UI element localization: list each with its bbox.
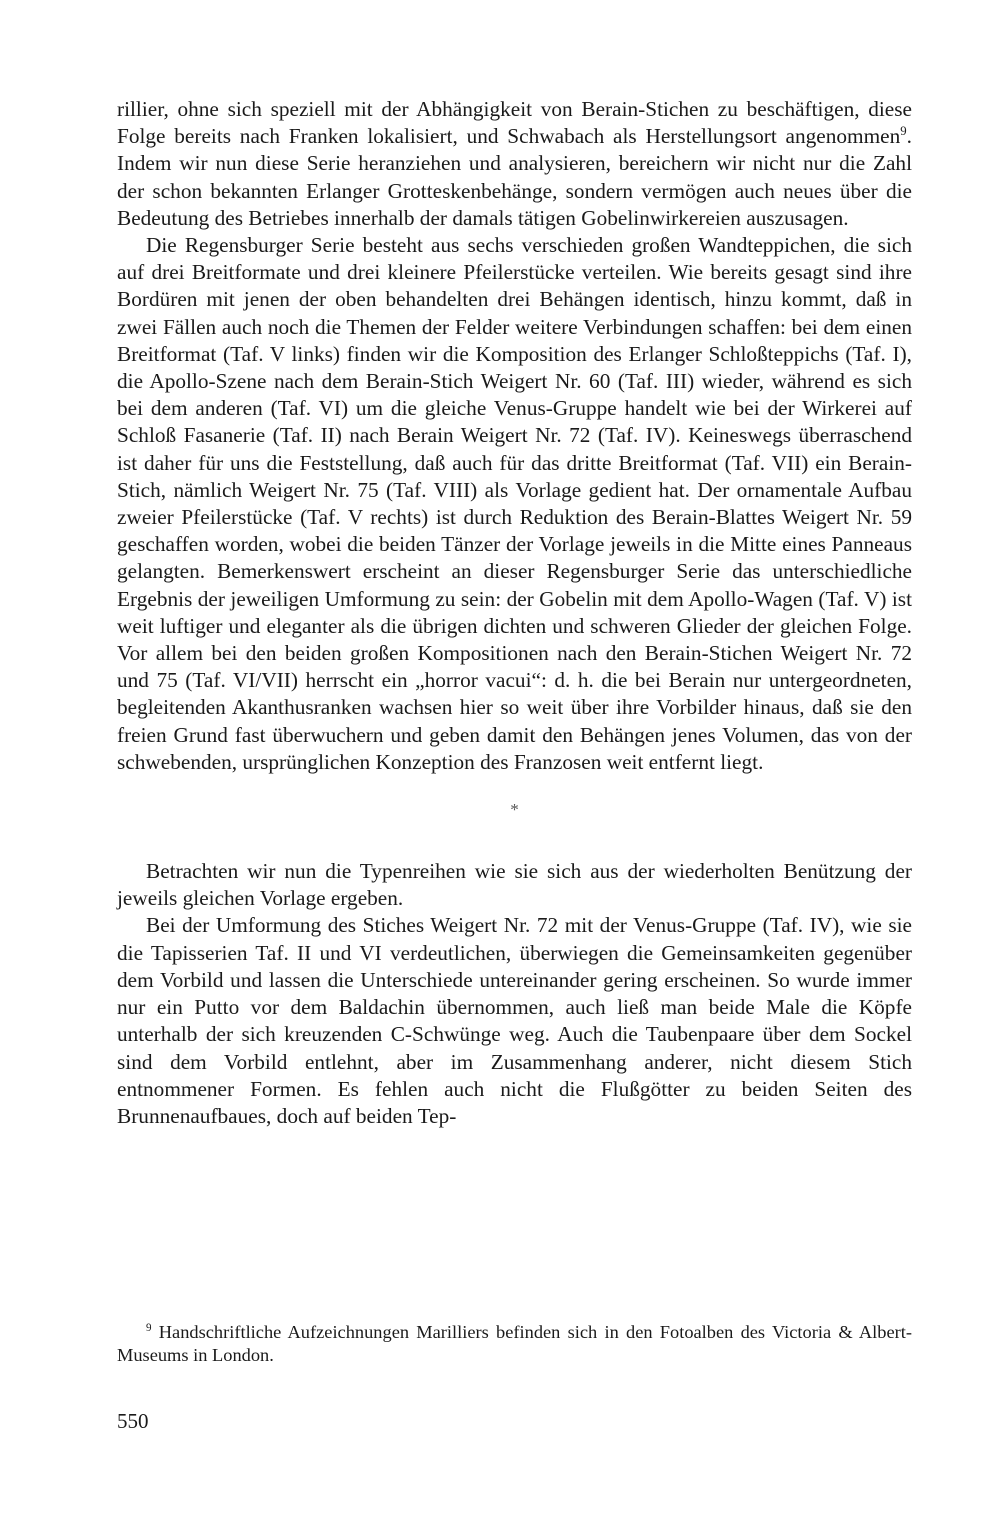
- paragraph-1-text-b: . Indem wir nun diese Serie heranziehen und analysieren, bereichern wir nicht nur die Zahl der schon bekannten Erlanger Grotteskenbehänge, sondern vermögen auch neues über die Bedeutung des Betriebes innerhalb der damals tätigen Gobelinwirkereien auszusagen.: [117, 124, 912, 230]
- footnote-reference[interactable]: 9: [900, 124, 907, 139]
- paragraph-3: Betrachten wir nun die Typenreihen wie sie sich aus der wiederholten Benützung der jeweils gleichen Vorlage ergeben.: [117, 859, 912, 911]
- paragraph-1-text-a: rillier, ohne sich speziell mit der Abhängigkeit von Berain-Stichen zu beschäftigen, diese Folge bereits nach Franken lokalisiert, und Schwabach als Herstellungsort angenommen: [117, 97, 912, 149]
- paragraph-2: Die Regensburger Serie besteht aus sechs verschieden großen Wandteppichen, die sich auf drei Breitformate und drei kleinere Pfeilerstücke verteilen. Wie bereits gesagt sind ihre Bordüren mit jenen der oben behandelten drei Behängen identisch, hinzu kommt, daß in zwei Fällen auch noch die Themen der Felder weitere Verbindungen schaffen: bei dem einen Breitformat (Taf. V links) finden wir die Komposition des Erlanger Schloßteppichs (Taf. I), die Apollo-Szene nach dem Berain-Stich Weigert Nr. 60 (Taf. III) wieder, während es sich bei dem anderen (Taf. VI) um die gleiche Venus-Gruppe handelt wie bei der Wirkerei auf Schloß Fasanerie (Taf. II) nach Berain Weigert Nr. 72 (Taf. IV). Keineswegs überraschend ist daher für uns die Feststellung, daß auch für das dritte Breitformat (Taf. VII) ein Berain-Stich, nämlich Weigert Nr. 75 (Taf. VIII) als Vorlage gedient hat. Der ornamentale Aufbau zweier Pfeilerstücke (Taf. V rechts) ist durch Reduktion des Berain-Blattes Weigert Nr. 59 geschaffen worden, wobei die beiden Tänzer der Vorlage jeweils in die Mitte eines Panneaus gelangten. Bemerkenswert erscheint an dieser Regensburger Serie das unterschiedliche Ergebnis der jeweiligen Umformung zu sein: der Gobelin mit dem Apollo-Wagen (Taf. V) ist weit luftiger und eleganter als die übrigen dichten und schweren Glieder der gleichen Folge. Vor allem bei den beiden großen Kompositionen nach den Berain-Stichen Weigert Nr. 72 und 75 (Taf. VI/VII) herrscht ein „horror vacui“: d. h. die bei Berain nur untergeordneten, begleitenden Akanthusranken wachsen hier so weit über ihre Vorbilder hinaus, daß sie den freien Grund fast überwuchern und geben damit den Behängen jenes Volumen, das von der schwebenden, ursprünglichen Konzeption des Franzosen weit entfernt liegt.: [117, 233, 912, 774]
- paragraph-4: Bei der Umformung des Stiches Weigert Nr. 72 mit der Venus-Gruppe (Taf. IV), wie sie die Tapisserien Taf. II und VI verdeutlichen, überwiegen die Gemeinsamkeiten gegenüber dem Vorbild und lassen die Unterschiede untereinander gering erscheinen. So wurde immer nur ein Putto vor dem Baldachin übernommen, auch ließ man beide Male die Köpfe unterhalb der sich kreuzenden C-Schwünge weg. Auch die Taubenpaare über dem Sockel sind dem Vorbild entlehnt, aber im Zusammenhang anderer, nicht diesem Stich entnommener Formen. Es fehlen auch nicht die Flußgötter zu beiden Seiten des Brunnenaufbaues, doch auf beiden Tep-: [117, 913, 912, 1128]
- section-separator: *: [510, 800, 519, 820]
- paragraph-1: [117, 96, 912, 232]
- footnote-number: 9: [146, 1321, 152, 1334]
- footnote-text: Handschriftliche Aufzeichnungen Marilliers befinden sich in den Fotoalben des Victoria & Albert-Museums in London.: [117, 1322, 912, 1365]
- footnote: [117, 1321, 912, 1367]
- page-number: 550: [117, 1409, 149, 1433]
- main-text: [117, 96, 912, 1130]
